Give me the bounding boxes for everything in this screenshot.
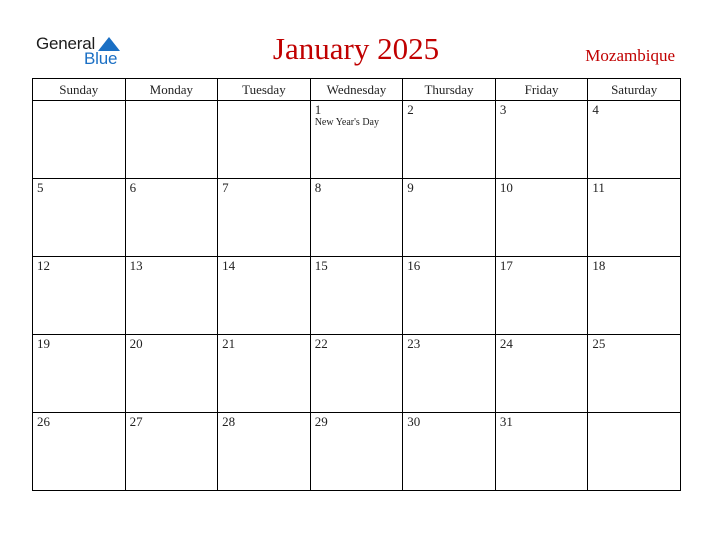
day-cell	[403, 413, 496, 491]
logo-text-blue: Blue	[84, 49, 118, 68]
weekday-header: Saturday	[588, 79, 681, 101]
day-cell	[310, 257, 403, 335]
day-number: 20	[129, 336, 143, 351]
day-cell	[588, 335, 681, 413]
day-number: 1	[314, 102, 322, 117]
day-cell	[403, 179, 496, 257]
day-number: 24	[499, 336, 513, 351]
day-number: 28	[222, 414, 236, 429]
day-number: 6	[129, 180, 137, 195]
day-number: 14	[222, 258, 236, 273]
day-cell	[125, 179, 218, 257]
day-number: 21	[222, 336, 236, 351]
week-row	[33, 101, 681, 179]
week-row	[33, 413, 681, 491]
day-cell	[403, 101, 496, 179]
day-number: 13	[129, 258, 143, 273]
day-number: 19	[37, 336, 50, 351]
day-number: 18	[592, 258, 606, 273]
day-number: 11	[592, 180, 605, 195]
day-number: 9	[407, 180, 414, 195]
weekday-header: Monday	[125, 79, 218, 101]
week-row	[33, 257, 681, 335]
day-number: 5	[37, 180, 44, 195]
day-cell	[218, 257, 311, 335]
day-number: 26	[37, 414, 50, 429]
day-cell	[125, 335, 218, 413]
weekday-header: Sunday	[33, 79, 126, 101]
day-number: 10	[499, 180, 513, 195]
day-cell	[588, 179, 681, 257]
day-cell	[588, 257, 681, 335]
day-cell	[403, 257, 496, 335]
day-number: 4	[592, 102, 599, 117]
day-number: 12	[37, 258, 50, 273]
day-cell	[33, 179, 126, 257]
week-row	[33, 179, 681, 257]
day-number: 7	[222, 180, 229, 195]
calendar-table	[32, 78, 681, 491]
weekday-header: Tuesday	[218, 79, 311, 101]
day-cell	[495, 179, 588, 257]
day-number: 31	[499, 414, 513, 429]
holiday-label: New Year's Day	[314, 117, 379, 128]
calendar-grid	[32, 78, 681, 492]
day-cell	[218, 179, 311, 257]
calendar-title: January 2025	[272, 31, 440, 66]
weekday-header: Wednesday	[310, 79, 403, 101]
day-cell	[495, 335, 588, 413]
day-number: 3	[499, 102, 507, 117]
weekday-header-row	[33, 79, 681, 101]
day-cell	[495, 101, 588, 179]
day-cell	[218, 413, 311, 491]
day-number: 29	[314, 414, 328, 429]
day-cell	[125, 101, 218, 179]
day-cell	[310, 335, 403, 413]
day-cell	[125, 257, 218, 335]
day-cell	[33, 101, 126, 179]
day-cell	[310, 179, 403, 257]
day-number: 2	[407, 102, 414, 117]
day-cell	[495, 257, 588, 335]
day-number: 23	[407, 336, 421, 351]
day-number: 25	[592, 336, 606, 351]
day-cell	[33, 257, 126, 335]
day-number: 15	[314, 258, 328, 273]
day-cell	[588, 413, 681, 491]
day-number: 8	[314, 180, 322, 195]
day-cell	[125, 413, 218, 491]
day-cell	[33, 335, 126, 413]
day-number: 30	[407, 414, 421, 429]
day-cell	[310, 413, 403, 491]
logo-text-general: General	[36, 34, 96, 53]
weekday-header: Thursday	[403, 79, 496, 101]
day-cell	[310, 101, 403, 179]
country-label: Mozambique	[585, 46, 675, 65]
day-number: 16	[407, 258, 421, 273]
day-cell	[218, 101, 311, 179]
day-cell	[588, 101, 681, 179]
day-number: 27	[129, 414, 143, 429]
week-row	[33, 335, 681, 413]
day-number: 22	[314, 336, 328, 351]
day-cell	[218, 335, 311, 413]
day-cell	[495, 413, 588, 491]
weekday-header: Friday	[495, 79, 588, 101]
day-cell	[33, 413, 126, 491]
day-cell	[403, 335, 496, 413]
day-number: 17	[499, 258, 513, 273]
